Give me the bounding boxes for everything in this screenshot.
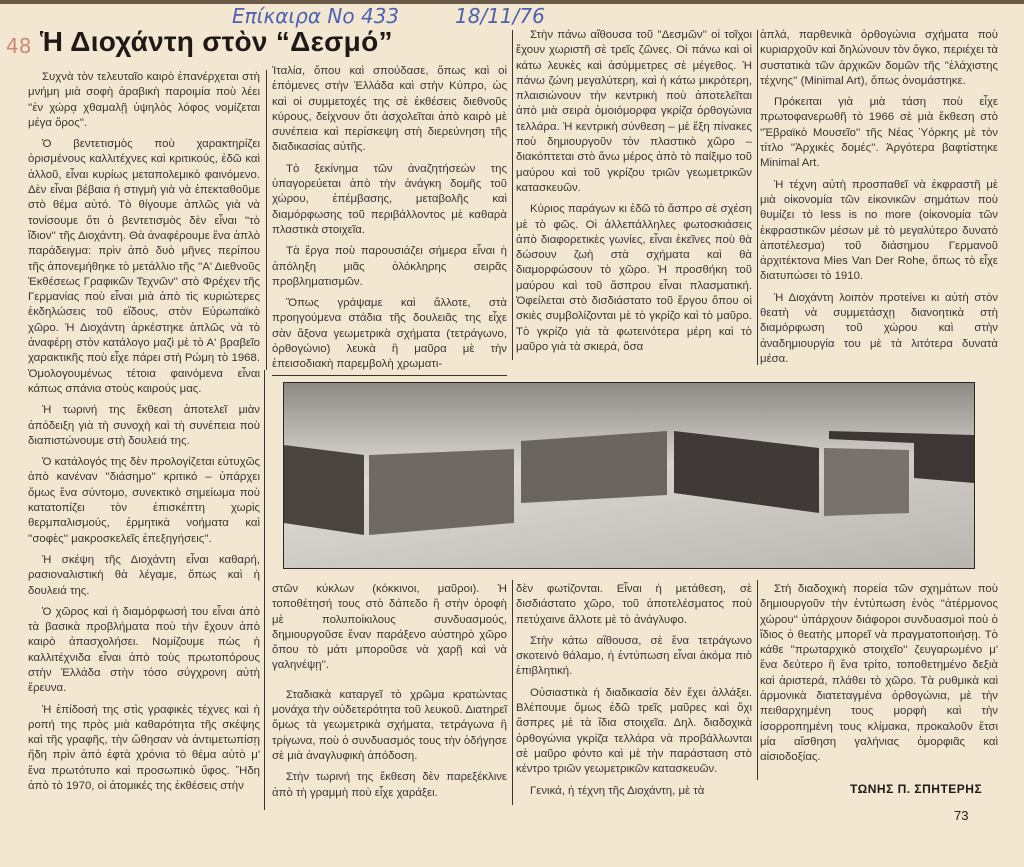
panel — [284, 445, 364, 535]
article-title: Ἡ Διοχάντη στὸν “Δεσμό” — [40, 26, 393, 57]
paragraph: δὲν φωτίζονται. Εἶναι ἡ μετάθεση, σὲ δισδιάστατο χῶρο, τοῦ ἀποτελέσματος ποὺ πετύχαινε ἄλλοτε μὲ τὸ ἀνάγλυφο. — [516, 583, 752, 626]
paragraph: Ἡ Διοχάντη λοιπὸν προτείνει κι αὐτὴ στὸν θεατὴ νὰ συμμετάσχῃ διανοητικὰ στὴ διαμόρφωση τοῦ χώρου καὶ στὴν ἀναδημιουργία του μὲ τὰ λιτότερα δυνατὰ μέσα. — [760, 291, 998, 365]
paragraph: Στὴ διαδοχικὴ πορεία τῶν σχημάτων ποὺ δημιουργοῦν τὴν ἐντύπωση ἑνὸς ''ἀτέρμονος χώρου'' ὑπάρχουν διάφοροι συνδυασμοὶ ποὺ ὁ ἴδιος ὁ θεατὴς μπορεῖ νὰ πραγματοποιήσῃ. Τὸ κάθε ''πρωταρχικὸ στοιχεῖο'' ζευγαρωμένο μ' ἕνα δεύτερο ἢ ἕνα τρίτο, τοποθετημένο δεξιὰ καὶ ἀριστερά, πλάθει τὸ χῶρο. Τὰ ρυθμικὰ καὶ ἁρμονικὰ διατεταγμένα ὀρθογώνια, μὲ τὴν πειθαρχημένη τους μορφὴ καὶ τὴν ἰσορροπημένη τους κλίμακα, προκαλοῦν ἔτσι μία αἴσθηση γαλήνιας ὀμορφιᾶς καὶ αἰσιοδοξίας. — [760, 583, 998, 764]
column-4-bottom — [760, 582, 998, 772]
panel — [521, 431, 667, 503]
column-3-bottom — [516, 582, 752, 805]
paragraph: ἁπλά, παρθενικὰ ὀρθογώνια σχήματα ποὺ κυριαρχοῦν καὶ δηλώνουν τὸν ὄγκο, περιέχει τὰ συστατικὰ τῶν ἀρχικῶν δομῶν τῆς ''ἐλάχιστης τέχνης'' (Minimal Art), ὅπως ὀνομάστηκε. — [760, 29, 998, 87]
paragraph: Ἡ ἐπίδοσή της στὶς γραφικὲς τέχνες καὶ ἡ ροπή της πρὸς μιὰ καθαρότητα τῆς σκέψης καὶ τῆς γραφῆς, τὴν ὤθησαν νὰ ἀντιμετωπίσῃ ἤδη πρὶν ἀπὸ ἑφτὰ χρόνια τὸ θέμα αὐτὸ μ' ἕνα πρωτότυπο καὶ προσωπικὸ ὕφος. Ἤδη ἀπὸ τὸ 1970, οἱ ἀτομικές της ἐκθέσεις στὴν — [28, 703, 260, 793]
paragraph: Κύριος παράγων κι ἐδῶ τὸ ἄσπρο σὲ σχέση μὲ τὸ φῶς. Οἱ ἀλλεπάλληλες φωτοσκιάσεις ἀπὸ διαφορετικὲς γωνίες, εἶναι ἐκεῖνες ποὺ θὰ δώσουν ζωὴ στὰ σχήματα καὶ θὰ διαμορφώσουν τὸ χῶρο. Ἡ προσθήκη τοῦ μαύρου καὶ τοῦ ἄσπρου εἶναι πλασματική. Ὀφείλεται στὸ δισδιάστατο τοῦ ἔργου ὅπου οἱ σκιὲς συμβολίζονται μὲ τὸ γκρίζο καὶ τὸ μαῦρο. Τὸ γκρίζο γιὰ τὰ φωτεινότερα μέρη καὶ τὸ μαῦρο γιὰ τὰ σκιερά, ὅσα — [516, 203, 752, 353]
paragraph: Σταδιακὰ καταργεῖ τὸ χρῶμα κρατώντας μονάχα τὴν οὐδετερότητα τοῦ λευκοῦ. Διατηρεῖ ὅμως τὰ γεωμετρικὰ σχήματα, τετράγωνα ἢ τρίγωνα, ποὺ ὁ συνδυασμός τους τὴν ὁδήγησε σὲ μιὰ ἀναγλυφικὴ ἀπόδοση. — [272, 688, 507, 762]
paragraph: Τὸ ξεκίνημα τῶν ἀναζητήσεών της ὑπαγορεύεται ἀπὸ τὴν ἀνάγκη δομῆς τοῦ χώρου, ἐπέμβασης, μεταβολῆς καὶ διαμόρφωσης τοῦ περιβάλλοντος μὲ καθαρὰ πλαστικὰ στοιχεῖα. — [272, 162, 507, 236]
paragraph: Στὴν πάνω αἴθουσα τοῦ ''Δεσμῶν'' οἱ τοῖχοι ἔχουν χωριστῆ σὲ τρεῖς ζῶνες. Οἱ πάνω καὶ οἱ κάτω λευκὲς καὶ ἀσύμμετρες σὲ μέγεθος. Ἡ πάνω ζώνη μεγαλύτερη, καὶ ἡ κάτω μικρότερη, πλαισιώνουν τὴν κεντρικὴ ποὺ ἀποτελεῖται ἀπὸ μιὰ σειρὰ ὁμοιόμορφα γκρίζα ὀρθογώνια τελλάρα. Ἡ κεντρικὴ σύνθεση – μὲ ἕξη πίνακες ποὺ δημιουργοῦν τὸν πλαστικὸ χῶρο – διακόπτεται στὸ ἄνω μέρος ἀπὸ τὸ παίξιμο τοῦ μαύρου καὶ τοῦ γκρίζου τριῶν γεωμετρικῶν κατασκευῶν. — [516, 29, 752, 194]
paragraph: Ὅπως γράψαμε καὶ ἄλλοτε, στὰ προηγούμενα στάδια τῆς δουλειᾶς της εἶχε σὰν ἄξονα γεωμετρικὰ σχήματα (τετράγωνο, ὀρθογώνιο) λευκὰ ἢ μαῦρα μὲ τὴν ἐπεισοδιακὴ παρεμβολὴ χρωματι- — [272, 297, 507, 371]
paragraph: Τὰ ἔργα ποὺ παρουσιάζει σήμερα εἶναι ἡ ἀπόληξη μιᾶς ὁλόκληρης σειρᾶς προβληματισμῶν. — [272, 245, 507, 288]
column-divider — [264, 370, 265, 810]
handwritten-date: 18/11/76 — [455, 4, 545, 28]
column-3-top — [516, 28, 752, 361]
paragraph: Ἡ τωρινή της ἔκθεση ἀποτελεῖ μιὰν ἀπόδειξη γιὰ τὴ συνοχὴ καὶ τὴ συνέπεια ποὺ διαπιστώνουμε στὴ δουλειά της. — [28, 404, 260, 447]
author-signature: ΤΩΝΗΣ Π. ΣΠΗΤΕΡΗΣ — [850, 782, 983, 796]
column-divider — [512, 580, 513, 805]
paragraph: Συχνὰ τὸν τελευταῖο καιρὸ ἐπανέρχεται στὴ μνήμη μιὰ σοφὴ ἀραβικὴ παροιμία ποὺ λέει ''ἐν χώρᾳ χθαμαλῇ ὑψηλὸς λόφος νομίζεται μέγα ὄρος''. — [28, 71, 260, 129]
paragraph: Ὁ χῶρος καὶ ἡ διαμόρφωσή του εἶναι ἀπὸ τὰ βασικὰ προβλήματα ποὺ τὴν ἔχουν ἀπὸ καιρὸ ἀπασχολήσει. Νομίζουμε πὼς ἡ καλλιτέχνιδα εἶναι ἀπὸ τοὺς πρωτοπόρους στὴν Ἑλλάδα στὴν τόσο σύγχρονη αὐτὴ ἔρευνα. — [28, 605, 260, 695]
panel — [369, 449, 514, 535]
paragraph: Γενικά, ἡ τέχνη τῆς Διοχάντη, μὲ τὰ — [530, 784, 705, 797]
artwork-photo — [283, 382, 975, 569]
paragraph: Ἰταλία, ὅπου καὶ σπούδασε, ὅπως καὶ οἱ ἑπόμενες στὴν Ἑλλάδα καὶ στὴν Κύπρο, ὡς καὶ οἱ συμμετοχές της σὲ ἐκθέσεις διεθνοῦς κύρους, δείχνουν ὅτι ἀσχολεῖται ἀπὸ καιρὸ μὲ συνέπεια καὶ περίσκεψη στὴ διερεύνηση τῆς διαδικασίας αὐτῆς. — [272, 65, 507, 154]
handwritten-magazine-note: Επίκαιρα Νο 433 — [232, 4, 400, 28]
paragraph: Ὁ κατάλογός της δὲν προλογίζεται εὐτυχῶς ἀπὸ κανέναν ''διάσημο'' κριτικό – ὑπάρχει ὅμως ἕνα σύντομο, συνεκτικὸ σημείωμα ποὺ κατατοπίζει τὸν ἐπισκέπτη χωρὶς θερμπαλισμούς, ἑρμητικὰ νοήματα καὶ ''σοφὲς'' μακροσκελεῖς ἐπεξηγήσεις''. — [28, 456, 260, 545]
column-2-bottom — [272, 582, 507, 807]
column-divider — [757, 30, 758, 365]
paragraph: στῶν κύκλων (κόκκινοι, μαῦροι). Ἡ τοποθέτησή τους στὸ δάπεδο ἢ στὴν ὀροφὴ μὲ πολυποίκιλους συνδυασμούς, δημιουργοῦσε ἕναν παράξενο αὐστηρὸ χῶρο ὅπου τὸ μάτι μποροῦσε νὰ χαρῇ καὶ νὰ γαληνέψῃ''. — [272, 583, 507, 672]
paragraph: Ὁ βεντετισμὸς ποὺ χαρακτηρίζει ὁρισμένους καλλιτέχνες καὶ κριτικούς, ἐδῶ καὶ ἀλλοῦ, εἶναι κυρίως μεταπολεμικὸ φαινόμενο. Δὲν εἶναι βέβαια ἡ στιγμὴ γιὰ νὰ ἐπεκταθοῦμε στὸ θέμα αὐτό. Τὸ θίγουμε ἁπλῶς γιὰ νὰ τονίσουμε ὅτι ὁ βεντετισμὸς δὲν εἶναι ''τὸ ἴδιον'' τῆς Διοχάντη. Θὰ ἀναφέρουμε ἕνα ἁπλὸ παράδειγμα: πρὶν ἀπὸ δυὸ μῆνες περίπου τῆς ἀπονεμήθηκε τὸ μετάλλιο τῆς ''Α' Διεθνοῦς Ἐκθέσεως Γραφικῶν Τεχνῶν'' στὸ Φρέχεν τῆς Γερμανίας ποὺ εἶναι μιὰ ἀπὸ τὶς κυριώτερες ἐκδηλώσεις τοῦ εἴδους, στὸν Εὐρωπαϊκὸ χῶρο. Ἡ Διοχάντη ἀρκέστηκε ἁπλῶς νὰ τὸ ἀναφέρῃ στὸν κατάλογο μαζὶ μὲ τὸ Α' βραβεῖο χαρακτικῆς ποὺ εἶχε πάρει στὴ Ρώμη τὸ 1968. Ὁμολογουμένως τέτοια φαινόμενα εἶναι κάπως σπάνια στοὺς καιρούς μας. — [28, 138, 260, 395]
paragraph: Ἡ σκέψη τῆς Διοχάντη εἶναι καθαρή, ρασιοναλιστικὴ θὰ λέγαμε, ὅπως καὶ ἡ δουλειά της. — [28, 553, 260, 597]
handwritten-number: 48 — [6, 34, 32, 58]
paragraph: Οὐσιαστικὰ ἡ διαδικασία δὲν ἔχει ἀλλάξει. Βλέπουμε ὅμως ἐδῶ τρεῖς μαῦρες καὶ ὄχι ἄσπρες μὲ τὰ ἴδια στοιχεῖα. Δηλ. διαδοχικὰ ὀρθογώνια γκρίζα τελλάρα νὰ προβάλλωνται σὲ μαῦρο φόντο καὶ μὲ τὴν παράσταση στὸ κέντρο τριῶν γεωμετρικῶν κατασκευῶν. — [516, 686, 752, 776]
paragraph: Στὴν τωρινή της ἔκθεση δὲν παρεξέκλινε ἀπὸ τὴ γραμμὴ ποὺ εἶχε χαράξει. — [272, 771, 507, 799]
gallery-installation-image — [284, 383, 974, 568]
paragraph: Ἡ τέχνη αὐτὴ προσπαθεῖ νὰ ἐκφραστῆ μὲ μιὰ οἰκονομία τῶν εἰκονικῶν σημάτων ποὺ θυμίζει τὸ less is no more (οἰκονομία τῶν ἐκφραστικῶν μέσων μὲ τὸ μεγαλύτερο δυνατὸ ἀποτέλεσμα) τοῦ διάσημου Γερμανοῦ ἀρχιτέκτονα Mies Van Der Rohe, ὅπως τὸ εἶχε διατυπώσει τὸ 1910. — [760, 178, 998, 283]
column-4-top — [760, 28, 998, 373]
page-number: 73 — [954, 808, 969, 823]
column-divider — [757, 580, 758, 780]
column-divider — [512, 30, 513, 360]
section-divider — [272, 375, 507, 376]
column-1 — [28, 70, 260, 800]
column-2-top — [272, 64, 507, 379]
panel — [824, 448, 909, 516]
paragraph: Στὴν κάτω αἴθουσα, σὲ ἕνα τετράγωνο σκοτεινὸ θάλαμο, ἡ ἐντύπωση εἶναι ἀκόμα πιὸ ἐπιβλητική. — [516, 634, 752, 678]
paragraph: Πρόκειται γιὰ μιὰ τάση ποὺ εἶχε πρωτοφανερωθῆ τὸ 1966 σὲ μιὰ ἔκθεση στὸ ''Ἑβραϊκὸ Μουσεῖο'' τῆς Νέας Ὑόρκης μὲ τὸν τίτλο ''Ἀρχικὲς δομές''. Ἀργότερα βαφτίστηκε Minimal Art. — [760, 96, 998, 170]
column-divider — [266, 70, 267, 370]
